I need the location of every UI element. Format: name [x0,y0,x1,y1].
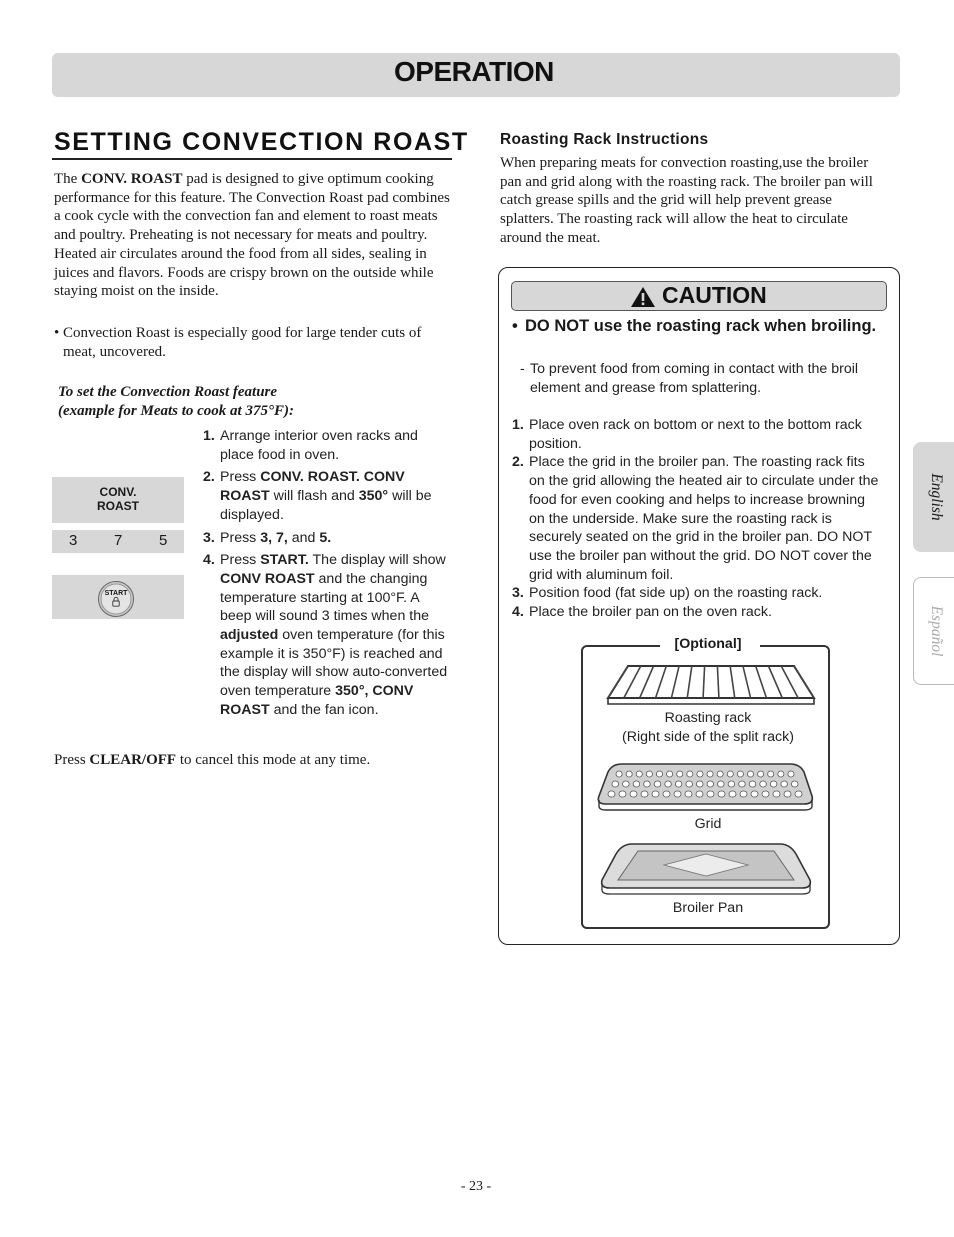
caution-explanation [520,360,880,397]
grid-slot [740,791,747,797]
broiler-pan-caption: Broiler Pan [672,900,744,916]
grid-slot [747,771,753,777]
page-number: - 23 - [460,1179,492,1194]
section-title-underline [52,158,452,160]
cancel-note-pre: Press [54,752,90,768]
grid-slot [623,781,630,787]
digit-pad: 5 [159,532,168,549]
grid-slot [707,781,714,787]
section-title: SETTING CONVECTION ROAST [54,128,469,156]
step-item [203,529,453,548]
rack-intro: When preparing meats for convection roasting,use the broiler pan and grid along with the roasting rack. The broiler pan will catch grease spills and the grid will help prevent grease splatters. The roasting rack will allow the heat to circulate around the meat. [500,155,873,246]
grid-slot [781,781,788,787]
step-text: will be displayed. [220,488,432,523]
subheading-line-1: To set the Convection Roast feature [58,384,278,400]
grid-slot [729,791,736,797]
grid-slot [707,791,714,797]
number-pads [52,530,184,553]
conv-pad-line-2: ROAST [97,499,139,513]
step-text: Place the broiler pan on the oven rack. [529,604,772,621]
broiler-pan-illustration [598,840,814,896]
grid-slot [626,771,632,777]
step-number: 1. [512,417,524,433]
start-button-illustration [97,580,135,618]
convection-roast-steps [203,427,453,720]
grid-slot [685,791,692,797]
step-text: oven temperature (for this example it is 350°F) is reached and the display will show auto-converted oven temperature [220,627,448,700]
step-number: 3. [203,529,215,546]
grid-slot [633,781,640,787]
grid-slot [667,771,673,777]
grid-slot [758,771,764,777]
caution-label: CAUTION [662,282,767,308]
rack-bar [743,666,751,698]
conv-roast-pad-label [52,485,184,513]
rack-bar [794,666,814,698]
step-item [203,551,453,719]
roasting-rack-caption [581,709,835,747]
rack-bar [608,666,628,698]
grid-slot [619,791,626,797]
grid-slot [791,781,798,787]
intro-paragraph [54,170,456,301]
grid-slot [718,781,725,787]
grid-slot [784,791,791,797]
bullet-text: Convection Roast is especially good for large tender cuts of meat, uncovered. [63,325,422,360]
rack-bar [624,666,641,698]
cancel-note [54,751,454,770]
rack-bar [781,666,798,698]
step-text: 350°, CONV ROAST [220,683,414,718]
start-label: START [104,590,128,597]
cancel-note-post: to cancel this mode at any time. [176,752,371,768]
step-number: 2. [512,454,524,471]
step-text: CONV ROAST [220,570,315,587]
page-title: OPERATION [394,56,554,87]
rack-bar [640,666,654,698]
roasting-rack-steps [512,416,884,622]
step-text: 3, 7, [260,529,288,546]
roasting-rack-caption-1: Roasting rack [664,710,752,726]
caution-explanation-text: To prevent food from coming in contact with the broil element and grease from splattering. [530,361,859,396]
intro-text-bold: CONV. ROAST [81,171,183,187]
intro-text-pre: The [54,171,82,187]
grid-slot [636,771,642,777]
step-text: 350° [358,488,389,505]
step-text: CONV. ROAST. CONV ROAST [220,469,405,505]
grid-slot [677,771,683,777]
grid-slot [665,781,672,787]
step-item [512,416,884,453]
grid-slot [762,791,769,797]
roasting-rack-illustration [598,660,820,710]
grid-slot [770,781,777,787]
grid-slot [739,781,746,787]
rack-bar [730,666,735,698]
cancel-note-bold: CLEAR/OFF [89,752,177,768]
grid-illustration [596,760,814,812]
grid-slot [697,771,703,777]
digit-pad: 7 [114,532,123,549]
roasting-rack-caption-2: (Right side of the split rack) [622,729,794,745]
grid-slot [652,791,659,797]
grid-slot [788,771,794,777]
rack-bar [671,666,679,698]
grid-slot [654,781,661,787]
caution-warning [512,315,882,338]
grid-slot [675,781,682,787]
step-text: Press [220,529,261,546]
step-text: Place oven rack on bottom or next to the bottom rack position. [529,417,862,452]
grid-slot [728,781,735,787]
grid-slot [687,771,693,777]
step-item [512,453,884,584]
step-text: Press [220,552,261,569]
grid-slot [656,771,662,777]
step-text: adjusted [220,627,279,644]
grid-slot [663,791,670,797]
grid-caption: Grid [694,816,722,832]
step-item [512,584,884,603]
grid-slot [696,781,703,787]
step-item [203,468,453,524]
grid-slot [727,771,733,777]
grid-slot [778,771,784,777]
tab-english-label[interactable]: English [928,473,945,521]
bullet-marker: • [54,325,60,341]
grid-slot [686,781,693,787]
step-number: 1. [203,428,215,444]
warning-bullet-marker: • [512,317,518,335]
step-number: 2. [203,469,215,486]
grid-slot [751,791,758,797]
step-text: Arrange interior oven racks and place food in oven. [220,428,418,463]
dash-marker: - [520,361,525,377]
grid-slot [616,771,622,777]
grid-slot [707,771,713,777]
grid-slot [641,791,648,797]
rack-bar [756,666,767,698]
optional-label: [Optional] [674,636,742,652]
grid-slot [718,791,725,797]
grid-slot [696,791,703,797]
step-text: Press [220,469,261,486]
rack-bar [687,666,692,698]
grid-slot [749,781,756,787]
digit-pad: 3 [69,532,78,549]
grid-slot [737,771,743,777]
step-number: 4. [203,552,215,569]
grid-slot [612,781,619,787]
rack-heading: Roasting Rack Instructions [500,131,709,148]
step-item [203,427,453,464]
grid-slot [760,781,767,787]
rack-bar [768,666,782,698]
step-text: 5. [319,529,332,546]
step-text: Place the grid in the broiler pan. The roasting rack fits on the grid allowing the heated air to circulate under the food for even cooking and helps to increase browning on the underside. Make sure the roasting rack is securely seated on the grid in the broiler pan. DO NOT use the broiler pan without the grid. DO NOT cover the grid with aluminum foil. [529,454,879,583]
grid-slot [630,791,637,797]
grid-slot [646,771,652,777]
step-text: and [287,529,320,546]
rack-bar [717,666,719,698]
step-text: and the changing temperature starting at 100°F. A beep will sound 3 times when the [220,570,429,625]
grid-slot [773,791,780,797]
step-number: 4. [512,604,524,621]
grid-slot [768,771,774,777]
step-text: Position food (fat side up) on the roasting rack. [529,585,823,602]
warning-text: DO NOT use the roasting rack when broiling. [525,317,877,335]
grid-slot [608,791,615,797]
subheading-line-2: (example for Meats to cook at 375°F): [58,403,294,419]
tab-espanol-label[interactable]: Español [928,605,945,657]
bullet-item [54,324,456,361]
step-text: and the fan icon. [269,701,379,718]
step-number: 3. [512,585,524,602]
step-text: will flash and [269,488,359,505]
grid-slot [644,781,651,787]
grid-slot [795,791,802,797]
warning-triangle-icon [630,286,656,308]
intro-text-post: pad is designed to give optimum cooking performance for this feature. The Convection Roast pad combines a cook cycle with the convection fan and element to roast meats and poultry. Preheating is not necessary for meats and poultry. Heated air circulates around the food from all sides, sealing in juices and flavors. Foods are crispy brown on the outside while staying moist on the inside. [54,171,450,300]
step-item [512,603,884,622]
grid-slot [717,771,723,777]
instructions-subheading [58,383,358,421]
step-text: The display will show [308,552,446,569]
step-text: START. [260,552,309,569]
conv-pad-line-1: CONV. [99,485,137,499]
rack-bar [703,666,705,698]
rack-bar [656,666,667,698]
grid-slot [674,791,681,797]
